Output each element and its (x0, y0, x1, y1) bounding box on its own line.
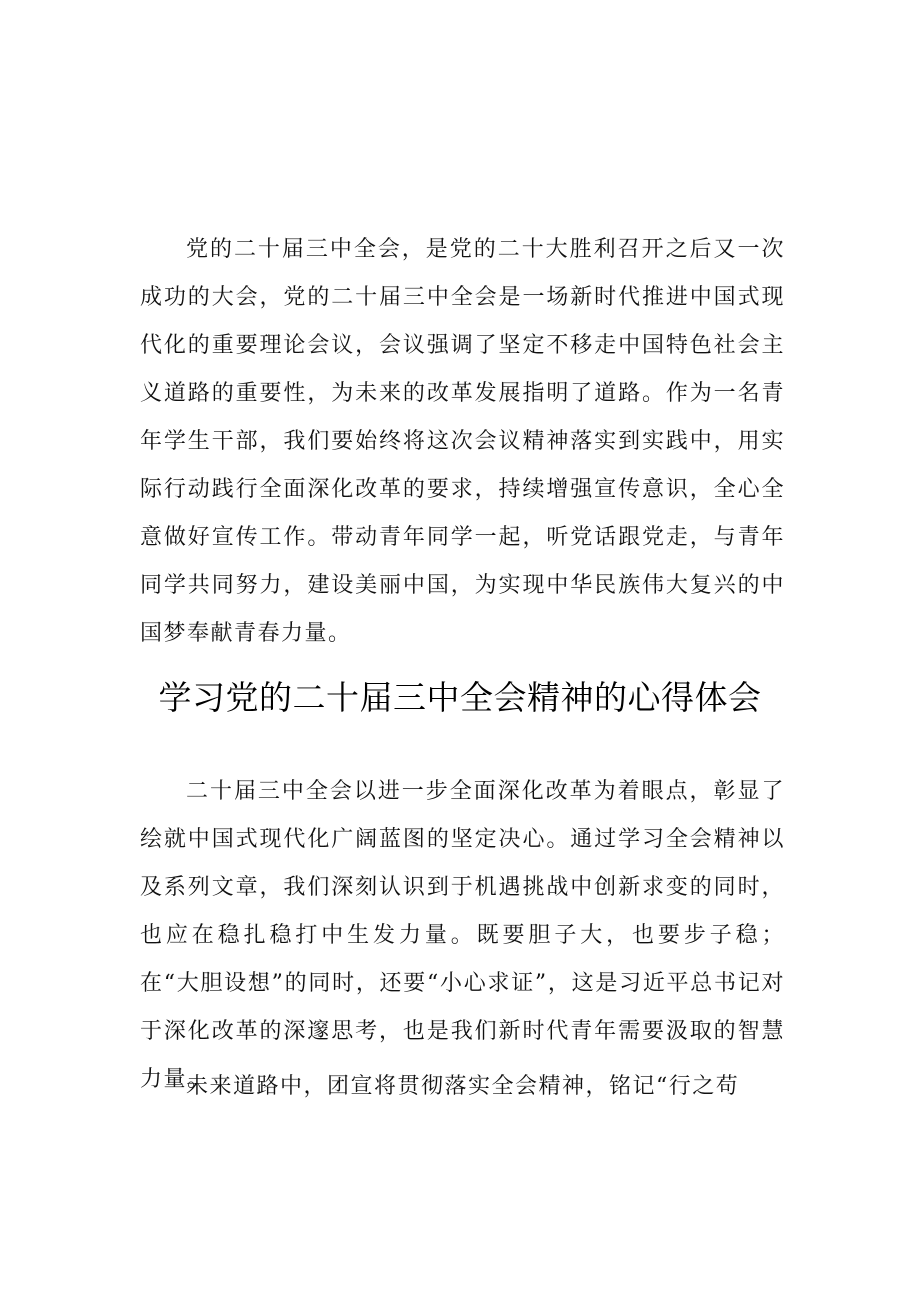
body-paragraph-continued: 未来道路中，团宣将贯彻落实全会精神，铭记“行之苟 (186, 1074, 740, 1099)
body-paragraph: 二十届三中全会以进一步全面深化改革为着眼点，彰显了绘就中国式现代化广阔蓝图的坚定决心。通过学习全会精神以及系列文章，我们深刻认识到于机遇挑战中创新求变的同时，也应在稳扎稳打中生发力量。既要胆子大，也要步子稳；在“大胆设想”的同时，还要“小心求证”，这是习近平总书记对于深化改革的深邃思考，也是我们新时代青年需要汲取的智慧力量。 (140, 779, 785, 1092)
section-title: 学习党的二十届三中全会精神的心得体会 (158, 678, 762, 717)
intro-paragraph: 党的二十届三中全会，是党的二十大胜利召开之后又一次成功的大会，党的二十届三中全会是一场新时代推进中国式现代化的重要理论会议，会议强调了坚定不移走中国特色社会主义道路的重要性，为未来的改革发展指明了道路。作为一名青年学生干部，我们要始终将这次会议精神落实到实践中，用实际行动践行全面深化改革的要求，持续增强宣传意识，全心全意做好宣传工作。带动青年同学一起，听党话跟党走，与青年同学共同努力，建设美丽中国，为实现中华民族伟大复兴的中国梦奉献青春力量。 (140, 237, 785, 646)
